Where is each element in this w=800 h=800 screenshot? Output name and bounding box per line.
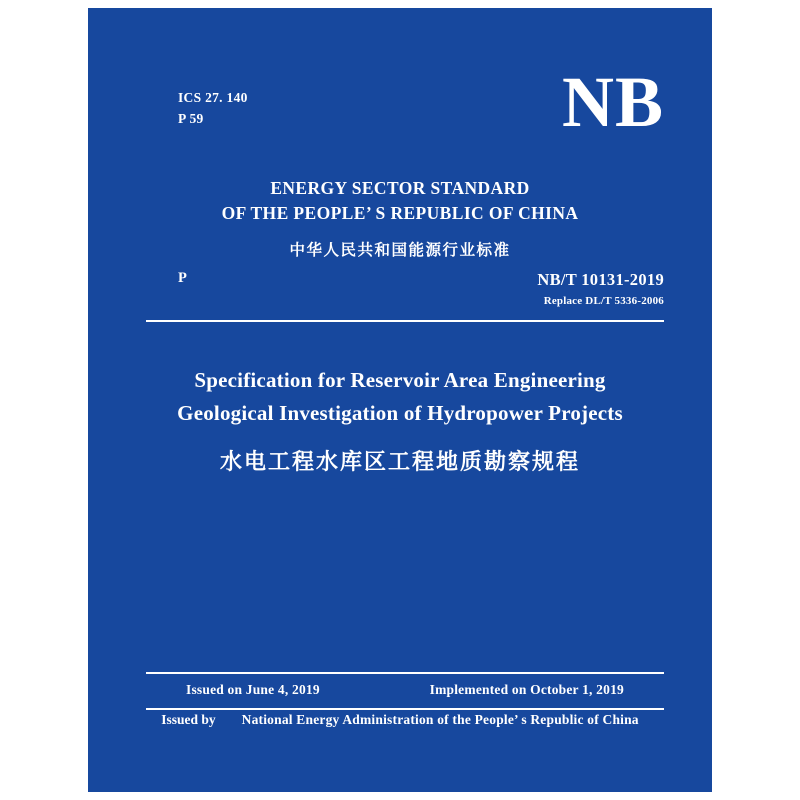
implemented-date: Implemented on October 1, 2019 (429, 682, 624, 697)
category-code: P 59 (178, 110, 204, 126)
divider-issued-by (146, 708, 664, 710)
replaced-standard: Replace DL/T 5336-2006 (543, 295, 664, 307)
heading-line-1: ENERGY SECTOR STANDARD (270, 178, 530, 198)
title-chinese: 水电工程水库区工程地质勘察规程 (219, 450, 580, 476)
title-block (88, 364, 712, 476)
heading-line-2: OF THE PEOPLE’ S REPUBLIC OF CHINA (221, 203, 579, 224)
standard-cover (88, 8, 712, 792)
classification-block (178, 88, 248, 130)
title-english-line-1: Specification for Reservoir Area Engineering (194, 368, 606, 392)
p-mark: P (178, 270, 187, 286)
heading-chinese: 中华人民共和国能源行业标准 (289, 240, 511, 259)
title-english-line-2: Geological Investigation of Hydropower Projects (177, 400, 623, 425)
issuing-organization: National Energy Administration of the People’ s Republic of China (241, 712, 639, 727)
divider-issue (146, 672, 664, 674)
standard-code-row (178, 270, 664, 314)
issued-by-label: Issued by (161, 712, 216, 727)
standard-number-block (537, 270, 664, 307)
issued-by-row (88, 711, 712, 729)
issued-date: Issued on June 4, 2019 (186, 682, 320, 697)
standard-number: NB/T 10131-2019 (537, 270, 664, 289)
ics-number: ICS 27. 140 (178, 90, 248, 105)
standard-heading (88, 176, 712, 260)
divider-top (146, 320, 664, 322)
dates-row (186, 676, 624, 704)
nb-logo: NB (561, 62, 664, 142)
